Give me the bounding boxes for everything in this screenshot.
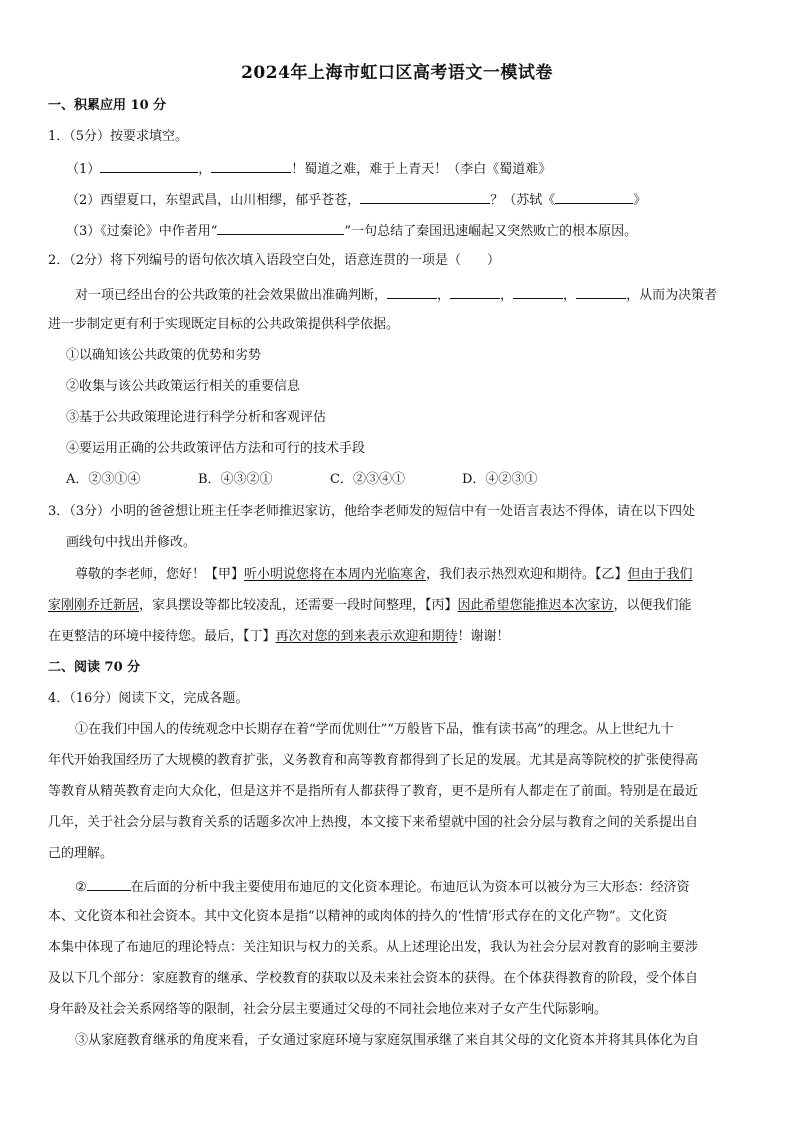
section-heading-reading: 二、阅读 70 分 [48, 660, 141, 675]
q2-passage-text: 对一项已经出台的公共政策的社会效果做出准确判断， [75, 288, 388, 303]
q1-part1-sep: ， [198, 162, 212, 177]
q1-part2 [66, 189, 646, 211]
q3-underlined-jia: 听小明说您将在本周内光临寒舍 [244, 567, 427, 582]
q3-text: ，以便我们能 [613, 598, 692, 613]
q3-underlined-yi-start: 但由于我们 [627, 567, 693, 582]
q1-part2-text: （2）西望夏口，东望武昌，山川相缪，郁乎苍苍， [66, 193, 361, 208]
q4-p1-line5: 己的理解。 [48, 846, 114, 861]
q3-text: ！谢谢！ [457, 629, 510, 644]
q2-blank-1[interactable] [387, 284, 437, 299]
q3-underlined-ding: 再次对您的到来表示欢迎和期待 [275, 629, 458, 644]
q1-blank-2[interactable] [211, 158, 291, 173]
q1-part3-text-end: ”一句总结了秦国迅速崛起又突然败亡的根本原因。 [344, 224, 638, 239]
section-heading-accumulation: 一、积累应用 10 分 [48, 98, 167, 113]
q2-option-b[interactable]: B．④③②① [198, 472, 273, 487]
q1-stem: 1．（5分）按要求填空。 [48, 129, 189, 144]
q2-option-a[interactable]: A．②③①④ [66, 472, 141, 487]
q2-blank-4[interactable] [576, 284, 626, 299]
q2-item-3: ③基于公共政策理论进行科学分析和客观评估 [66, 410, 327, 425]
q4-p2-line4: 及以下几个部分：家庭教育的继承、学校教育的获取以及未来社会资本的获得。在个体获得教育的阶段，受个体自 [48, 971, 699, 986]
q2-option-d[interactable]: D．④②③① [462, 472, 538, 487]
q2-item-2: ②收集与该公共政策运行相关的重要信息 [66, 379, 301, 394]
q4-p1-line3: 等教育从精英教育走向大众化，但是这并不是指所有人都获得了教育，更不是所有人都走在了前面。特别是在最近 [48, 784, 699, 799]
q4-p2-text: 在后面的分析中我主要使用布迪厄的文化资本理论。布迪厄认为资本可以被分为三大形态：经济资 [130, 880, 690, 895]
q1-blank-5[interactable] [217, 220, 344, 235]
q2-blank-2[interactable] [450, 284, 500, 299]
q4-stem: 4．（16分）阅读下文，完成各题。 [48, 691, 249, 706]
q4-p2-line5: 身年龄及社会关系网络等的限制，社会分层主要通过父母的不同社会地位来对子女产生代际影响。 [48, 1002, 608, 1017]
q3-stem-line1: 3．（3分）小明的爸爸想让班主任李老师推迟家访，他给李老师发的短信中有一处语言表达不得体，请在以下四处 [48, 504, 696, 519]
q2-options [66, 470, 594, 490]
q4-p1-line4: 几年，关于社会分层与教育关系的话题多次冲上热搜，本文接下来希望就中国的社会分层与教育之间的关系提出自 [48, 815, 699, 830]
q1-part3 [66, 220, 637, 242]
q3-underlined-yi-end: 家刚刚乔迁新居 [48, 598, 140, 613]
q2-item-1: ①以确知该公共政策的优势和劣势 [66, 348, 262, 363]
q1-part1 [66, 158, 551, 180]
q3-message-line3 [48, 627, 510, 647]
q3-greeting: 尊敬的李老师，您好！【甲】 [75, 567, 245, 582]
page-title: 2024年上海市虹口区高考语文一模试卷 [241, 63, 553, 83]
q1-part1-label: （1） [66, 162, 101, 177]
q3-stem-line2: 画线句中找出并修改。 [66, 535, 197, 550]
q2-blank-3[interactable] [513, 284, 563, 299]
q2-stem: 2．（2分）将下列编号的语句依次填入语段空白处，语意连贯的一项是（ ） [48, 253, 501, 268]
q2-item-4: ④要运用正确的公共政策评估方法和可行的技术手段 [66, 441, 366, 456]
q3-message-line1 [75, 565, 693, 585]
q4-p2-number: ② [75, 880, 87, 895]
q3-text: ，家具摆设等都比较凌乱，还需要一段时间整理，【丙】 [139, 598, 458, 613]
q2-sep: ， [563, 288, 577, 303]
q2-passage-line2: 进一步制定更有利于实现既定目标的公共政策提供科学依据。 [48, 317, 400, 332]
q1-blank-1[interactable] [100, 158, 198, 173]
q2-sep: ， [500, 288, 514, 303]
q3-text: 在更整洁的环境中接待您。最后，【丁】 [48, 629, 276, 644]
q1-part1-text: ！蜀道之难，难于上青天！（李白《蜀道难》 [291, 162, 552, 177]
q4-p2-line2: 本、文化资本和社会资本。其中文化资本是指“以精神的或肉体的持久的‘性情’形式存在的文化产物”。文化资 [48, 909, 668, 924]
q4-p3-line1: ③从家庭教育继承的角度来看，子女通过家庭环境与家庭氛围承继了来自其父母的文化资本并将其具体化为自 [75, 1033, 700, 1048]
q1-blank-4[interactable] [555, 189, 633, 204]
q2-passage-line1 [75, 284, 717, 306]
q2-sep: ， [437, 288, 451, 303]
q1-part2-source: ？（苏轼《 [490, 193, 556, 208]
q1-part2-close: 》 [633, 193, 647, 208]
q3-underlined-bing: 因此希望您能推迟本次家访 [457, 598, 614, 613]
q4-blank-1[interactable] [87, 876, 131, 891]
q4-p2-line1 [75, 876, 690, 898]
q3-message-line2 [48, 596, 692, 616]
q4-p1-line1: ①在我们中国人的传统观念中长期存在着“学而优则仕”“万般皆下品，惟有读书高”的理念。从上世纪九十 [75, 722, 674, 737]
q2-passage-end: ，从而为决策者 [626, 288, 718, 303]
q1-part3-text: （3）《过秦论》中作者用“ [66, 224, 218, 239]
q3-text: ，我们表示热烈欢迎和期待。【乙】 [426, 567, 628, 582]
q4-p2-line3: 本集中体现了布迪厄的理论特点：关注知识与权力的关系。从上述理论出发，我认为社会分层对教育的影响主要涉 [48, 940, 699, 955]
q1-blank-3[interactable] [360, 189, 490, 204]
q4-p1-line2: 年代开始我国经历了大规模的教育扩张，义务教育和高等教育都得到了长足的发展。尤其是高等院校的扩张使得高 [48, 753, 699, 768]
q2-option-c[interactable]: C．②③④① [330, 472, 405, 487]
